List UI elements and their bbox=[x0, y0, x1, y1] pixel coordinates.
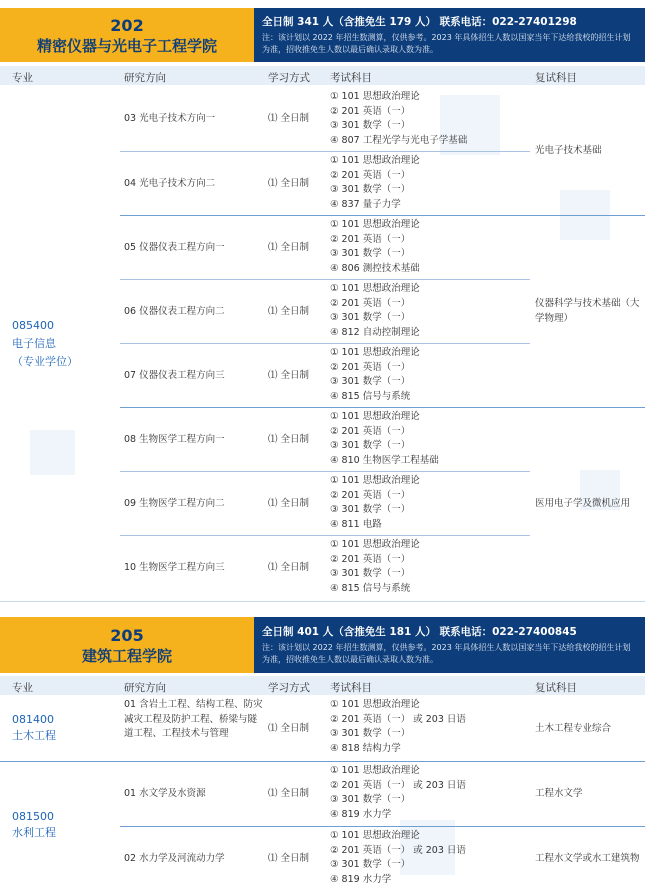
college-info-202 bbox=[254, 8, 645, 62]
retest-cell: 工程水文学 bbox=[535, 787, 583, 799]
header-exams: 考试科目 bbox=[330, 72, 372, 84]
exam-list bbox=[330, 764, 530, 822]
mode-cell: ⑴ 全日制 bbox=[268, 305, 310, 317]
quota-text: 全日制 341 人（含推免生 179 人） 联系电话：022-27401298 bbox=[262, 16, 577, 28]
direction-cell: 01 含岩土工程、结构工程、防灾减灾工程及防护工程、桥梁与隧道工程、工程技术与管理 bbox=[124, 699, 263, 739]
exam-item: ② 201 英语（一） bbox=[330, 105, 411, 117]
retest-cell: 工程水文学或水工建筑物 bbox=[535, 852, 640, 864]
college-header-202 bbox=[0, 8, 254, 62]
mode-cell: ⑴ 全日制 bbox=[268, 561, 310, 573]
direction-cell: 05 仪器仪表工程方向一 bbox=[124, 241, 225, 253]
major-code: 081500 bbox=[12, 810, 54, 823]
major-081400 bbox=[12, 712, 112, 744]
exam-item: ③ 301 数学（一） bbox=[330, 248, 411, 259]
college-code: 202 bbox=[110, 16, 144, 35]
college-code: 205 bbox=[110, 626, 144, 645]
exam-item: ④ 812 自动控制理论 bbox=[330, 326, 420, 338]
major-code: 081400 bbox=[12, 713, 54, 726]
exam-item: ③ 301 数学（一） bbox=[330, 504, 411, 515]
mode-cell: ⑴ 全日制 bbox=[268, 722, 310, 734]
mode-cell: ⑴ 全日制 bbox=[268, 497, 310, 509]
exam-item: ① 101 思想政治理论 bbox=[330, 283, 420, 294]
header-mode: 学习方式 bbox=[268, 72, 310, 84]
exam-item: ④ 815 信号与系统 bbox=[330, 582, 411, 594]
direction-cell: 08 生物医学工程方向一 bbox=[124, 433, 225, 445]
direction-cell: 03 光电子技术方向一 bbox=[124, 112, 216, 124]
exam-item: ① 101 思想政治理论 bbox=[330, 219, 420, 230]
mode-cell: ⑴ 全日制 bbox=[268, 112, 310, 124]
retest-cell: 医用电子学及微机应用 bbox=[535, 497, 631, 509]
exam-item: ② 201 英语（一） bbox=[330, 489, 411, 501]
header-major: 专业 bbox=[12, 72, 33, 84]
exam-list bbox=[330, 698, 530, 756]
major-name: 水利工程 bbox=[12, 826, 56, 839]
exam-item: ④ 818 结构力学 bbox=[330, 742, 401, 754]
exam-item: ① 101 思想政治理论 bbox=[330, 475, 420, 486]
retest-cell: 仪器科学与技术基础（大学物理） bbox=[535, 298, 640, 324]
exam-item: ② 201 英语（一） bbox=[330, 425, 411, 437]
exam-item: ③ 301 数学（一） bbox=[330, 312, 411, 323]
exam-item: ④ 810 生物医学工程基础 bbox=[330, 454, 439, 466]
exam-item: ④ 837 量子力学 bbox=[330, 198, 401, 210]
direction-cell: 10 生物医学工程方向三 bbox=[124, 561, 225, 573]
header-retest: 复试科目 bbox=[535, 682, 577, 694]
exam-item: ② 201 英语（一） bbox=[330, 233, 411, 245]
mode-cell: ⑴ 全日制 bbox=[268, 787, 310, 799]
section-divider bbox=[0, 601, 645, 602]
college-info-205 bbox=[254, 617, 645, 673]
mode-cell: ⑴ 全日制 bbox=[268, 369, 310, 381]
exam-list bbox=[330, 474, 530, 532]
exam-item: ① 101 思想政治理论 bbox=[330, 155, 420, 166]
exam-item: ④ 815 信号与系统 bbox=[330, 390, 411, 402]
exam-item: ③ 301 数学（一） bbox=[330, 120, 411, 131]
exam-item: ① 101 思想政治理论 bbox=[330, 699, 420, 710]
exam-item: ② 201 英语（一） bbox=[330, 553, 411, 565]
direction-cell: 07 仪器仪表工程方向三 bbox=[124, 369, 225, 381]
quota-note: 注：该计划以 2022 年招生数测算，仅供参考。2023 年具体招生人数以国家当年下达给我校的招生计划为准，招收推免生人数以最后确认录取人数为准。 bbox=[262, 643, 631, 664]
quota-text: 全日制 401 人（含推免生 181 人） 联系电话：022-27400845 bbox=[262, 626, 577, 638]
major-085400 bbox=[12, 318, 112, 370]
header-direction: 研究方向 bbox=[124, 682, 166, 694]
direction-cell: 02 水力学及河流动力学 bbox=[124, 852, 225, 864]
exam-item: ④ 807 工程光学与光电子学基础 bbox=[330, 134, 468, 146]
header-retest: 复试科目 bbox=[535, 72, 577, 84]
major-081500 bbox=[12, 809, 112, 841]
header-major: 专业 bbox=[12, 682, 33, 694]
exam-item: ③ 301 数学（一） bbox=[330, 440, 411, 451]
exam-item: ③ 301 数学（一） bbox=[330, 568, 411, 579]
retest-cell: 土木工程专业综合 bbox=[535, 722, 612, 734]
exam-list bbox=[330, 154, 530, 212]
exam-item: ② 201 英语（一） 或 203 日语 bbox=[330, 713, 466, 725]
direction-cell: 09 生物医学工程方向二 bbox=[124, 497, 225, 509]
exam-list bbox=[330, 346, 530, 404]
major-type: （专业学位） bbox=[12, 355, 78, 368]
exam-list bbox=[330, 90, 530, 148]
exam-item: ② 201 英语（一） bbox=[330, 169, 411, 181]
exam-item: ③ 301 数学（一） bbox=[330, 376, 411, 387]
exam-item: ③ 301 数学（一） bbox=[330, 859, 411, 870]
college-name: 精密仪器与光电子工程学院 bbox=[36, 37, 217, 55]
exam-item: ② 201 英语（一） bbox=[330, 361, 411, 373]
exam-item: ② 201 英语（一） 或 203 日语 bbox=[330, 844, 466, 856]
exam-item: ① 101 思想政治理论 bbox=[330, 347, 420, 358]
exam-item: ① 101 思想政治理论 bbox=[330, 765, 420, 776]
exam-list bbox=[330, 410, 530, 468]
direction-cell: 04 光电子技术方向二 bbox=[124, 177, 216, 189]
retest-cell: 光电子技术基础 bbox=[535, 144, 602, 156]
mode-cell: ⑴ 全日制 bbox=[268, 177, 310, 189]
direction-cell: 01 水文学及水资源 bbox=[124, 787, 206, 799]
header-mode: 学习方式 bbox=[268, 682, 310, 694]
mode-cell: ⑴ 全日制 bbox=[268, 852, 310, 864]
major-name: 电子信息 bbox=[12, 337, 56, 350]
exam-item: ④ 819 水力学 bbox=[330, 808, 392, 820]
quota-note: 注：该计划以 2022 年招生数测算，仅供参考。2023 年具体招生人数以国家当年下达给我校的招生计划为准，招收推免生人数以最后确认录取人数为准。 bbox=[262, 33, 631, 54]
exam-list bbox=[330, 282, 530, 340]
major-name: 土木工程 bbox=[12, 729, 56, 742]
exam-item: ① 101 思想政治理论 bbox=[330, 91, 420, 102]
table-header-202 bbox=[0, 66, 645, 85]
background-decoration bbox=[30, 430, 75, 475]
exam-item: ③ 301 数学（一） bbox=[330, 728, 411, 739]
exam-item: ④ 811 电路 bbox=[330, 518, 382, 530]
exam-list bbox=[330, 538, 530, 596]
major-code: 085400 bbox=[12, 319, 54, 332]
mode-cell: ⑴ 全日制 bbox=[268, 433, 310, 445]
college-header-205 bbox=[0, 617, 254, 673]
exam-item: ④ 819 水力学 bbox=[330, 873, 392, 885]
exam-item: ④ 806 测控技术基础 bbox=[330, 262, 420, 274]
direction-cell: 06 仪器仪表工程方向二 bbox=[124, 305, 225, 317]
mode-cell: ⑴ 全日制 bbox=[268, 241, 310, 253]
exam-item: ② 201 英语（一） bbox=[330, 297, 411, 309]
exam-item: ① 101 思想政治理论 bbox=[330, 411, 420, 422]
college-name: 建筑工程学院 bbox=[81, 647, 172, 665]
exam-list bbox=[330, 829, 530, 887]
table-header-205 bbox=[0, 676, 645, 695]
exam-item: ③ 301 数学（一） bbox=[330, 184, 411, 195]
header-direction: 研究方向 bbox=[124, 72, 166, 84]
exam-list bbox=[330, 218, 530, 276]
exam-item: ① 101 思想政治理论 bbox=[330, 830, 420, 841]
exam-item: ② 201 英语（一） 或 203 日语 bbox=[330, 779, 466, 791]
header-exams: 考试科目 bbox=[330, 682, 372, 694]
exam-item: ① 101 思想政治理论 bbox=[330, 539, 420, 550]
exam-item: ③ 301 数学（一） bbox=[330, 794, 411, 805]
